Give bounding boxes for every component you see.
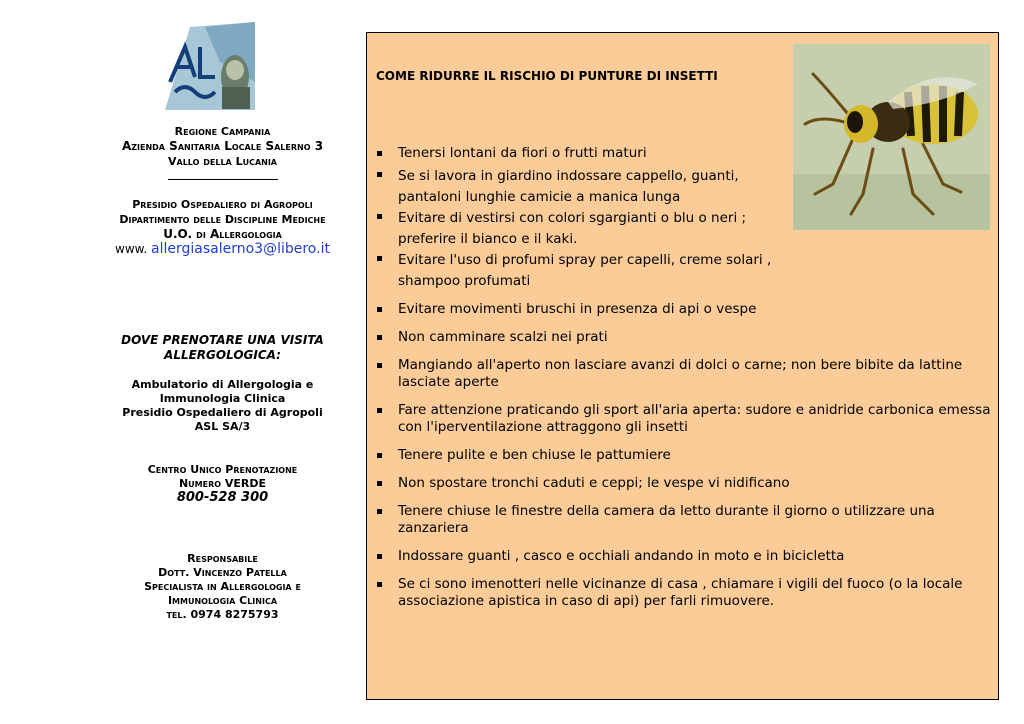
list-item: Fare attenzione praticando gli sport all'aria aperta: sudore e anidride carbonica emessa con l'iperventilazione attraggono gli insetti bbox=[367, 402, 997, 436]
list-item: Evitare l'uso di profumi spray per capelli, creme solari , shampoo profumati bbox=[367, 250, 778, 292]
resp-line-2: Dott. Vincenzo Patella bbox=[158, 566, 287, 579]
dove-title-1: DOVE PRENOTARE UNA VISITA bbox=[121, 333, 324, 347]
bullet-icon bbox=[377, 214, 382, 219]
amb-line-4: ASL SA/3 bbox=[194, 420, 251, 433]
list-item: Tenere chiuse le finestre della camera da letto durante il giorno o utilizzare una zanzariera bbox=[367, 503, 997, 537]
region-name: Regione Campania bbox=[174, 125, 271, 138]
amb-line-2: Immunologia Clinica bbox=[159, 392, 286, 405]
bullet-icon bbox=[377, 481, 382, 486]
list-item: Tenersi lontani da fiori o frutti maturi bbox=[367, 145, 778, 162]
bullet-icon bbox=[377, 453, 382, 458]
list-item: Non spostare tronchi caduti e ceppi; le vespe vi nidificano bbox=[367, 475, 997, 492]
panel-title: COME RIDURRE IL RISCHIO DI PUNTURE DI INSETTI bbox=[376, 69, 718, 83]
list-item: Indossare guanti , casco e occhiali andando in moto e in bicicletta bbox=[367, 548, 997, 565]
tips-list bbox=[367, 145, 997, 610]
amb-line-1: Ambulatorio di Allergologia e bbox=[131, 378, 314, 391]
bullet-icon bbox=[377, 509, 382, 514]
asl-logo bbox=[160, 22, 260, 112]
cup-line-1: Centro Unico Prenotazione bbox=[147, 463, 298, 476]
list-item: Tenere pulite e ben chiuse le pattumiere bbox=[367, 447, 997, 464]
bullet-icon bbox=[377, 307, 382, 312]
vallo-name: Vallo della Lucania bbox=[168, 155, 277, 168]
bullet-icon bbox=[377, 554, 382, 559]
amb-line-3: Presidio Ospedaliero di Agropoli bbox=[122, 406, 323, 419]
bullet-icon bbox=[377, 363, 382, 368]
website-line bbox=[80, 242, 365, 257]
list-item: Mangiando all'aperto non lasciare avanzi di dolci o carne; non bere bibite da lattine lasciate aperte bbox=[367, 357, 997, 391]
resp-line-1: Responsabile bbox=[187, 552, 258, 565]
bullet-icon bbox=[377, 335, 382, 340]
list-item: Se si lavora in giardino indossare cappello, guanti, pantaloni lunghie camicie a manica lunga bbox=[367, 166, 778, 208]
list-item: Se ci sono imenotteri nelle vicinanze di casa , chiamare i vigili del fuoco (o la locale associazione apistica in caso di api) per farli rimuovere. bbox=[367, 576, 997, 610]
resp-line-5: tel. 0974 8275793 bbox=[166, 608, 279, 621]
bullet-icon bbox=[377, 151, 382, 156]
asl-name: Azienda Sanitaria Locale Salerno 3 bbox=[121, 139, 324, 153]
list-item: Evitare movimenti bruschi in presenza di api o vespe bbox=[367, 301, 997, 318]
left-column bbox=[80, 0, 365, 724]
www-prefix: www. bbox=[115, 242, 148, 256]
resp-line-3: Specialista in Allergologia e bbox=[144, 580, 301, 593]
bullet-icon bbox=[377, 408, 382, 413]
resp-line-4: Immunologia Clinica bbox=[167, 594, 278, 607]
divider bbox=[168, 171, 278, 180]
tips-panel bbox=[366, 32, 999, 700]
dipartimento-name: Dipartimento delle Discipline Mediche bbox=[119, 213, 326, 226]
bullet-icon bbox=[377, 582, 382, 587]
phone-number: 800-528 300 bbox=[176, 490, 269, 505]
bullet-icon bbox=[377, 172, 382, 177]
bullet-icon bbox=[377, 256, 382, 261]
uo-name: U.O. di Allergologia bbox=[163, 227, 282, 241]
dove-title-2: ALLERGOLOGICA: bbox=[164, 348, 281, 362]
presidio-name: Presidio Ospedaliero di Agropoli bbox=[132, 198, 313, 211]
list-item: Evitare di vestirsi con colori sgargianti o blu o neri ; preferire il bianco e il kaki. bbox=[367, 208, 778, 250]
list-item: Non camminare scalzi nei prati bbox=[367, 329, 997, 346]
cup-line-2: Numero VERDE bbox=[178, 477, 267, 490]
email-link[interactable]: allergiasalerno3@libero.it bbox=[151, 241, 330, 257]
